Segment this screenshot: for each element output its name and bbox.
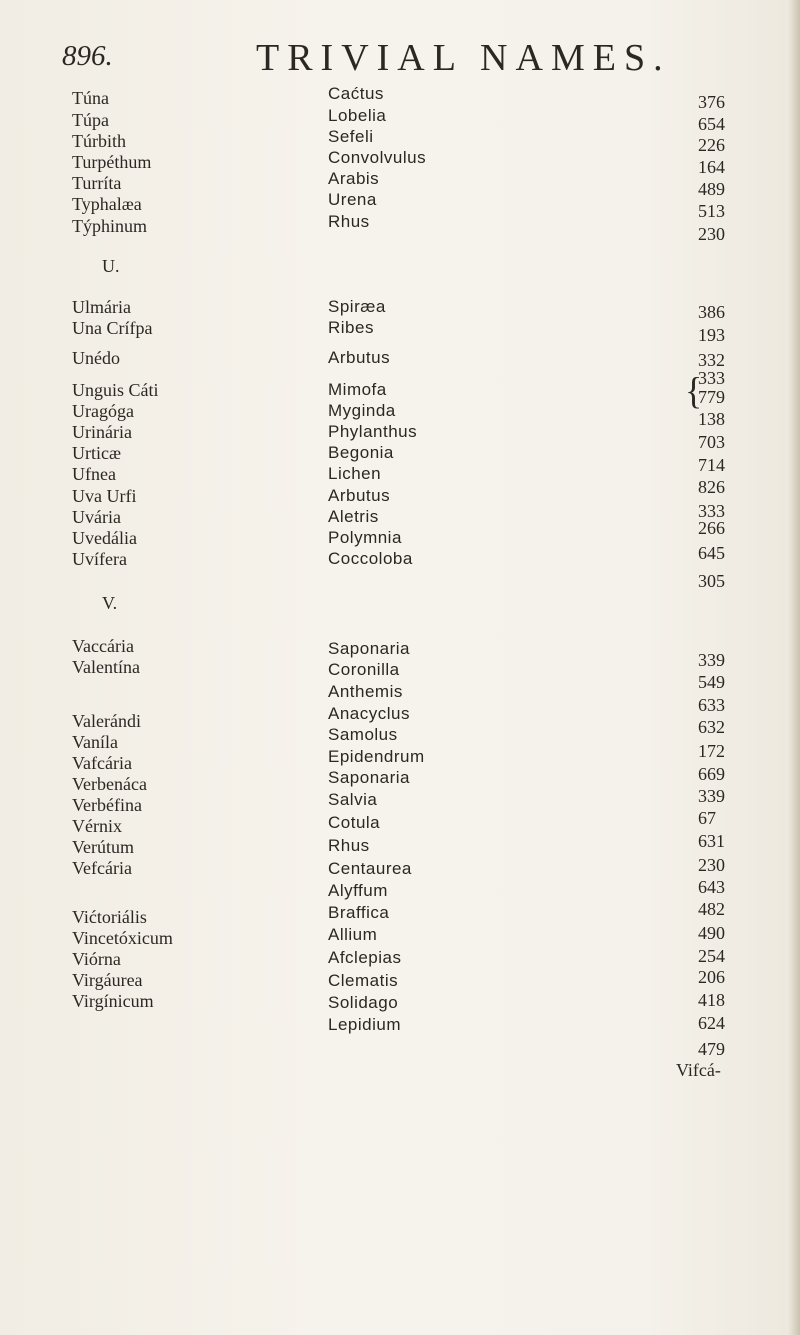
genus-name: Anacyclus xyxy=(328,704,410,723)
catchword: Vifcá- xyxy=(676,1060,721,1080)
page-ref: 67 xyxy=(698,808,716,828)
trivial-name: Uvária xyxy=(72,507,121,527)
page-ref: 376 xyxy=(698,92,725,112)
trivial-name: Vaníla xyxy=(72,732,118,752)
trivial-name: Túrbith xyxy=(72,131,126,151)
genus-name: Centaurea xyxy=(328,859,412,878)
trivial-name: Verbéfina xyxy=(72,795,142,815)
genus-name: Lobelia xyxy=(328,106,387,125)
genus-name: Coccoloba xyxy=(328,549,413,568)
running-head: TRIVIAL NAMES. xyxy=(256,37,671,79)
page-ref: 138 xyxy=(698,409,725,429)
genus-name: Salvia xyxy=(328,790,378,809)
genus-name: Saponaria xyxy=(328,639,411,658)
genus-name: Ribes xyxy=(328,318,374,337)
trivial-name: Viórna xyxy=(72,949,121,969)
genus-name: Alyffum xyxy=(328,881,388,900)
trivial-name: Valentína xyxy=(72,657,140,677)
page-ref: 631 xyxy=(698,831,725,851)
page-ref: 172 xyxy=(698,741,725,761)
genus-name: Rhus xyxy=(328,836,370,855)
page-ref: 266 xyxy=(698,518,725,538)
page-ref: 714 xyxy=(698,455,725,475)
page-ref: 779 xyxy=(698,387,725,407)
page-ref: 645 xyxy=(698,543,725,563)
trivial-name: Uvífera xyxy=(72,549,127,569)
page-ref: 549 xyxy=(698,672,725,692)
genus-name: Mimofa xyxy=(328,380,387,399)
page-ref: 164 xyxy=(698,157,725,177)
genus-name: Samolus xyxy=(328,725,398,744)
genus-name: Braffica xyxy=(328,903,390,922)
page-ref: 632 xyxy=(698,717,725,737)
section-letter-u: U. xyxy=(102,256,120,276)
genus-name: Begonia xyxy=(328,443,394,462)
trivial-name: Uragóga xyxy=(72,401,134,421)
trivial-name: Vefcária xyxy=(72,858,132,878)
page-ref: 386 xyxy=(698,302,725,322)
trivial-name: Typhalæa xyxy=(72,194,142,214)
genus-name: Caćtus xyxy=(328,84,384,103)
genus-name: Phylanthus xyxy=(328,422,418,441)
page-ref: 479 xyxy=(698,1039,725,1059)
trivial-name: Verútum xyxy=(72,837,134,857)
page-ref: 490 xyxy=(698,923,725,943)
page-ref: 193 xyxy=(698,325,725,345)
page-ref: 254 xyxy=(698,946,725,966)
page-ref: 333 xyxy=(698,368,725,388)
page-ref: 230 xyxy=(698,855,725,875)
page-edge-shadow xyxy=(788,0,800,1335)
trivial-name: Una Crífpa xyxy=(72,318,153,338)
page-ref: 339 xyxy=(698,786,725,806)
trivial-name: Vafcária xyxy=(72,753,132,773)
trivial-name: Týphinum xyxy=(72,216,147,236)
page-ref: 703 xyxy=(698,432,725,452)
page-ref: 624 xyxy=(698,1013,725,1033)
page-ref: 230 xyxy=(698,224,725,244)
trivial-name: Vićtoriális xyxy=(72,907,147,927)
trivial-name: Ufnea xyxy=(72,464,116,484)
genus-name: Urena xyxy=(328,190,377,209)
page-ref: 654 xyxy=(698,114,725,134)
trivial-name: Túna xyxy=(72,88,109,108)
genus-name: Epidendrum xyxy=(328,747,425,766)
genus-name: Sefeli xyxy=(328,127,374,146)
trivial-name: Turpéthum xyxy=(72,152,152,172)
trivial-name: Unguis Cáti xyxy=(72,380,159,400)
page-ref: 669 xyxy=(698,764,725,784)
trivial-name: Urticæ xyxy=(72,443,121,463)
section-letter-v: V. xyxy=(102,593,118,613)
page-ref: 339 xyxy=(698,650,725,670)
page-ref: 333 xyxy=(698,501,725,521)
genus-name: Coronilla xyxy=(328,660,400,679)
page-ref: 633 xyxy=(698,695,725,715)
genus-name: Clematis xyxy=(328,971,399,990)
trivial-name: Ulmária xyxy=(72,297,131,317)
trivial-name: Virgáurea xyxy=(72,970,143,990)
trivial-name: Túpa xyxy=(72,110,109,130)
genus-name: Myginda xyxy=(328,401,396,420)
genus-name: Convolvulus xyxy=(328,148,427,167)
page-number: 896. xyxy=(62,40,113,72)
trivial-name: Vaccária xyxy=(72,636,134,656)
genus-name: Solidago xyxy=(328,993,399,1012)
genus-name: Lepidium xyxy=(328,1015,401,1034)
genus-name: Saponaria xyxy=(328,768,411,787)
genus-name: Allium xyxy=(328,925,378,944)
trivial-name: Uvedália xyxy=(72,528,137,548)
page-ref: 418 xyxy=(698,990,725,1010)
trivial-name: Valerándi xyxy=(72,711,141,731)
genus-name: Spiræa xyxy=(328,297,386,316)
genus-name: Arabis xyxy=(328,169,380,188)
page-ref: 226 xyxy=(698,135,725,155)
page-ref: 332 xyxy=(698,350,725,370)
page-ref: 643 xyxy=(698,877,725,897)
trivial-name: Vincetóxicum xyxy=(72,928,173,948)
brace-symbol: { xyxy=(685,370,703,412)
trivial-name: Unédo xyxy=(72,348,120,368)
genus-name: Arbutus xyxy=(328,348,391,367)
page-ref: 206 xyxy=(698,967,725,987)
page-ref: 489 xyxy=(698,179,725,199)
trivial-name: Uva Urfi xyxy=(72,486,137,506)
genus-name: Polymnia xyxy=(328,528,402,547)
genus-name: Cotula xyxy=(328,813,381,832)
page-ref: 513 xyxy=(698,201,725,221)
genus-name: Rhus xyxy=(328,212,370,231)
trivial-name: Vérnix xyxy=(72,816,122,836)
page-ref: 826 xyxy=(698,477,725,497)
page-ref: 482 xyxy=(698,899,725,919)
genus-name: Arbutus xyxy=(328,486,391,505)
trivial-name: Urinária xyxy=(72,422,132,442)
genus-name: Anthemis xyxy=(328,682,403,701)
trivial-name: Verbenáca xyxy=(72,774,147,794)
genus-name: Aletris xyxy=(328,507,379,526)
page-ref: 305 xyxy=(698,571,725,591)
genus-name: Lichen xyxy=(328,464,382,483)
trivial-name: Turríta xyxy=(72,173,122,193)
genus-name: Afclepias xyxy=(328,948,402,967)
trivial-name: Virgínicum xyxy=(72,991,154,1011)
